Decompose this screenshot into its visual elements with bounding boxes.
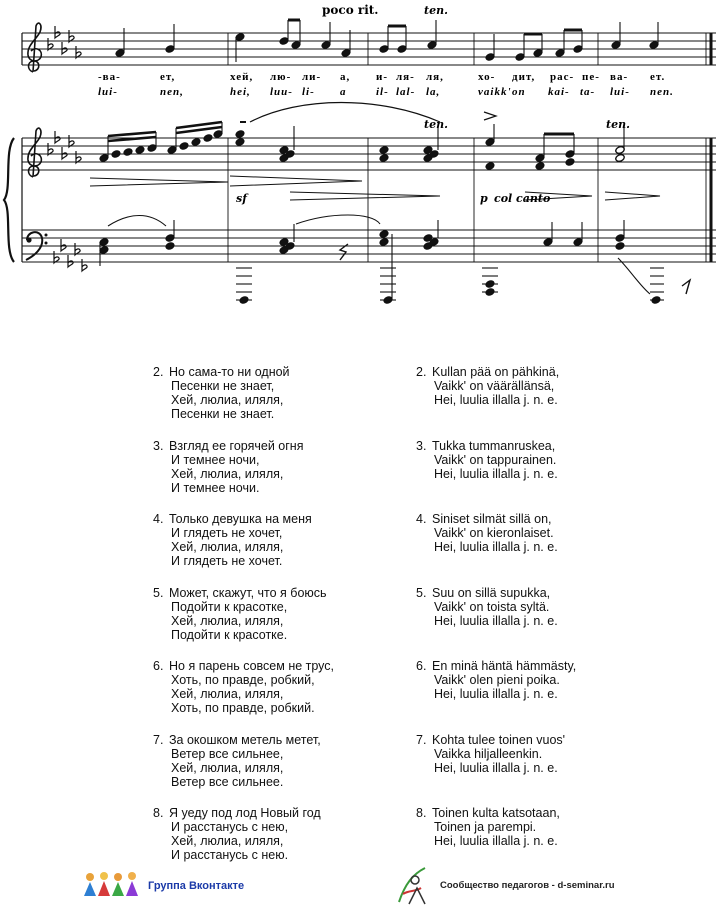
verse-line-text: Hei, luulia illalla j. n. e. [434, 540, 558, 554]
svg-text:lui-: lui- [610, 86, 630, 98]
verse-line-text: En minä häntä hämmästy, [432, 659, 577, 673]
verse-line-text: Suu on sillä supukka, [432, 585, 551, 600]
svg-text:la,: la, [426, 86, 441, 98]
teacher-community-logo-icon [395, 864, 435, 908]
verse-line-text: Хей, люлиа, иляля, [171, 540, 284, 554]
svg-text:лю-: лю- [270, 71, 292, 83]
verse-line-text: И темнее ночи. [171, 480, 260, 495]
svg-text:-ва-: -ва- [98, 71, 121, 83]
verse-line-text: За окошком метель метет, [169, 732, 321, 747]
svg-text:luu-: luu- [270, 86, 293, 98]
key-signature-flats [48, 26, 81, 58]
svg-text:hei,: hei, [230, 86, 251, 98]
verse-number: 8. [153, 806, 164, 820]
verse-line-text: Я уеду под лод Новый год [169, 806, 321, 820]
verse-line-text: Но сама-то ни одной [169, 365, 290, 379]
verse-6 [416, 659, 646, 701]
verse-number: 2. [153, 365, 164, 379]
piano-brace [4, 138, 14, 262]
piano-left-hand-notes [99, 215, 690, 304]
tenuto-mark-piano-2: ten. [606, 118, 630, 131]
verse-line-text: Ветер все сильнее, [171, 746, 284, 761]
verse-line-text: Vaikk' olen pieni poika. [434, 673, 560, 687]
verse-line-text: Vaikk' on tappurainen. [434, 452, 557, 467]
svg-text:nen.: nen. [650, 86, 674, 98]
svg-text:lui-: lui- [98, 86, 118, 98]
verse-line-text: Хей, люлиа, иляля, [171, 834, 284, 848]
verse-line-text: Взгляд ее горячей огня [169, 438, 304, 453]
verse-4 [153, 512, 383, 568]
verse-line-text: Подойти к красотке. [171, 627, 288, 642]
key-signature-flats [54, 239, 87, 271]
svg-text:хо-: хо- [478, 71, 496, 83]
svg-text:on: on [512, 86, 526, 98]
verse-line-text: Ветер все сильнее. [171, 774, 284, 789]
verse-line-text: Подойти к красотке, [171, 599, 288, 614]
verse-line-text: И глядеть не хочет, [171, 526, 283, 540]
piano-dynamic-mark: p [480, 192, 488, 205]
verse-number: 6. [416, 659, 427, 673]
lyrics-russian [98, 71, 665, 83]
verse-line-text: И расстанусь с нею, [171, 820, 289, 834]
verse-line-text: Но я парень совсем не трус, [169, 659, 335, 673]
verse-line-text: Hei, luulia illalla j. n. e. [434, 760, 558, 775]
verse-number: 7. [153, 732, 164, 747]
poco-rit-direction: poco rit. [322, 3, 379, 17]
svg-text:ля-: ля- [396, 71, 415, 83]
verse-8 [153, 806, 383, 862]
verse-line-text: Vaikk' on toista syltä. [434, 599, 550, 614]
svg-text:a: a [340, 86, 347, 98]
lyrics-finnish [98, 86, 674, 98]
sforzando-mark: sf [236, 192, 247, 205]
hairpins [90, 176, 660, 200]
verse-line-text: Хей, люлиа, иляля, [171, 760, 284, 775]
piano-right-hand-notes [99, 103, 625, 171]
verse-line-text: Хоть, по правде, робкий, [171, 673, 315, 687]
vk-group-link[interactable]: Группа Вконтакте [148, 880, 245, 892]
verse-5 [416, 586, 646, 628]
verse-line-text: Hei, luulia illalla j. n. e. [434, 466, 558, 481]
verse-line-text: Хоть, по правде, робкий. [171, 701, 315, 715]
tenuto-mark-piano-1: ten. [424, 118, 448, 131]
verse-line-text: Kohta tulee toinen vuos' [432, 732, 566, 747]
verse-2 [153, 365, 383, 421]
verse-line-text: Tukka tummanruskea, [432, 438, 556, 453]
verse-line-text: Песенки не знает. [171, 407, 275, 421]
verse-line-text: Хей, люлиа, иляля, [171, 687, 284, 701]
svg-text:nen,: nen, [160, 86, 184, 98]
verse-line-text: Hei, luulia illalla j. n. e. [434, 687, 558, 701]
piano-treble-staff [22, 138, 716, 262]
piano-bass-staff [22, 230, 716, 262]
key-signature-flats [48, 131, 81, 163]
svg-text:lal-: lal- [396, 86, 416, 98]
verse-7 [416, 733, 646, 775]
verse-line-text: Vaikka hiljalleenkin. [434, 746, 543, 761]
verse-6 [153, 659, 383, 715]
svg-text:пе-: пе- [582, 71, 600, 83]
verse-8 [416, 806, 646, 848]
vocal-staff [22, 33, 716, 65]
tenuto-mark-vocal: ten. [424, 4, 448, 17]
verse-line-text: Toinen ja parempi. [434, 820, 537, 834]
verse-3 [416, 439, 646, 481]
site-credit-text: Сообщество педагогов - d-seminar.ru [440, 880, 615, 891]
svg-text:а,: а, [340, 71, 351, 83]
svg-text:ва-: ва- [610, 71, 629, 83]
svg-text:vaikk': vaikk' [478, 86, 512, 98]
svg-text:ли-: ли- [302, 71, 322, 83]
svg-text:kai-: kai- [548, 86, 570, 98]
verse-line-text: Только девушка на меня [169, 512, 312, 526]
verse-line-text: Kullan pää on pähkinä, [432, 365, 560, 379]
verse-number: 7. [416, 732, 427, 747]
svg-text:ет,: ет, [160, 71, 176, 83]
verse-2 [416, 365, 646, 407]
verse-4 [416, 512, 646, 554]
verse-line-text: Песенки не знает, [171, 379, 275, 393]
verse-number: 6. [153, 659, 164, 673]
verse-number: 8. [416, 806, 427, 820]
verse-number: 2. [416, 365, 427, 379]
verse-line-text: Хей, люлиа, иляля, [171, 466, 284, 481]
verse-line-text: Vaikk' on väärällänsä, [434, 379, 555, 393]
svg-text:ет.: ет. [650, 71, 666, 83]
verse-line-text: И темнее ночи, [171, 452, 260, 467]
verse-line-text: Siniset silmät sillä on, [432, 512, 552, 526]
verse-number: 5. [416, 585, 427, 600]
verse-number: 4. [416, 512, 427, 526]
svg-text:ta-: ta- [580, 86, 596, 98]
verse-line-text: И расстанусь с нею. [171, 848, 289, 862]
svg-text:и-: и- [376, 71, 389, 83]
verse-line-text: Может, скажут, что я боюсь [169, 585, 327, 600]
col-canto-direction: col canto [494, 192, 551, 205]
verse-line-text: Hei, luulia illalla j. n. e. [434, 393, 558, 407]
music-score [0, 0, 728, 320]
svg-text:ля,: ля, [426, 71, 444, 83]
verse-3 [153, 439, 383, 495]
footer [0, 868, 728, 908]
verse-5 [153, 586, 383, 642]
verse-line-text: Hei, luulia illalla j. n. e. [434, 834, 558, 848]
svg-text:il-: il- [376, 86, 389, 98]
verse-line-text: И глядеть не хочет. [171, 554, 283, 568]
svg-text:хей,: хей, [230, 71, 254, 83]
svg-text:дит,: дит, [512, 71, 536, 83]
verse-number: 5. [153, 585, 164, 600]
verse-line-text: Хей, люлиа, иляля, [171, 393, 284, 407]
verse-line-text: Hei, luulia illalla j. n. e. [434, 613, 558, 628]
verse-number: 4. [153, 512, 164, 526]
verse-line-text: Toinen kulta katsotaan, [432, 806, 560, 820]
svg-text:рас-: рас- [550, 71, 575, 83]
verse-line-text: Vaikk' on kieronlaiset. [434, 526, 554, 540]
svg-text:li-: li- [302, 86, 315, 98]
verse-line-text: Хей, люлиа, иляля, [171, 613, 284, 628]
verse-7 [153, 733, 383, 789]
children-group-icon [82, 870, 140, 900]
verse-number: 3. [153, 438, 164, 453]
verse-number: 3. [416, 438, 427, 453]
